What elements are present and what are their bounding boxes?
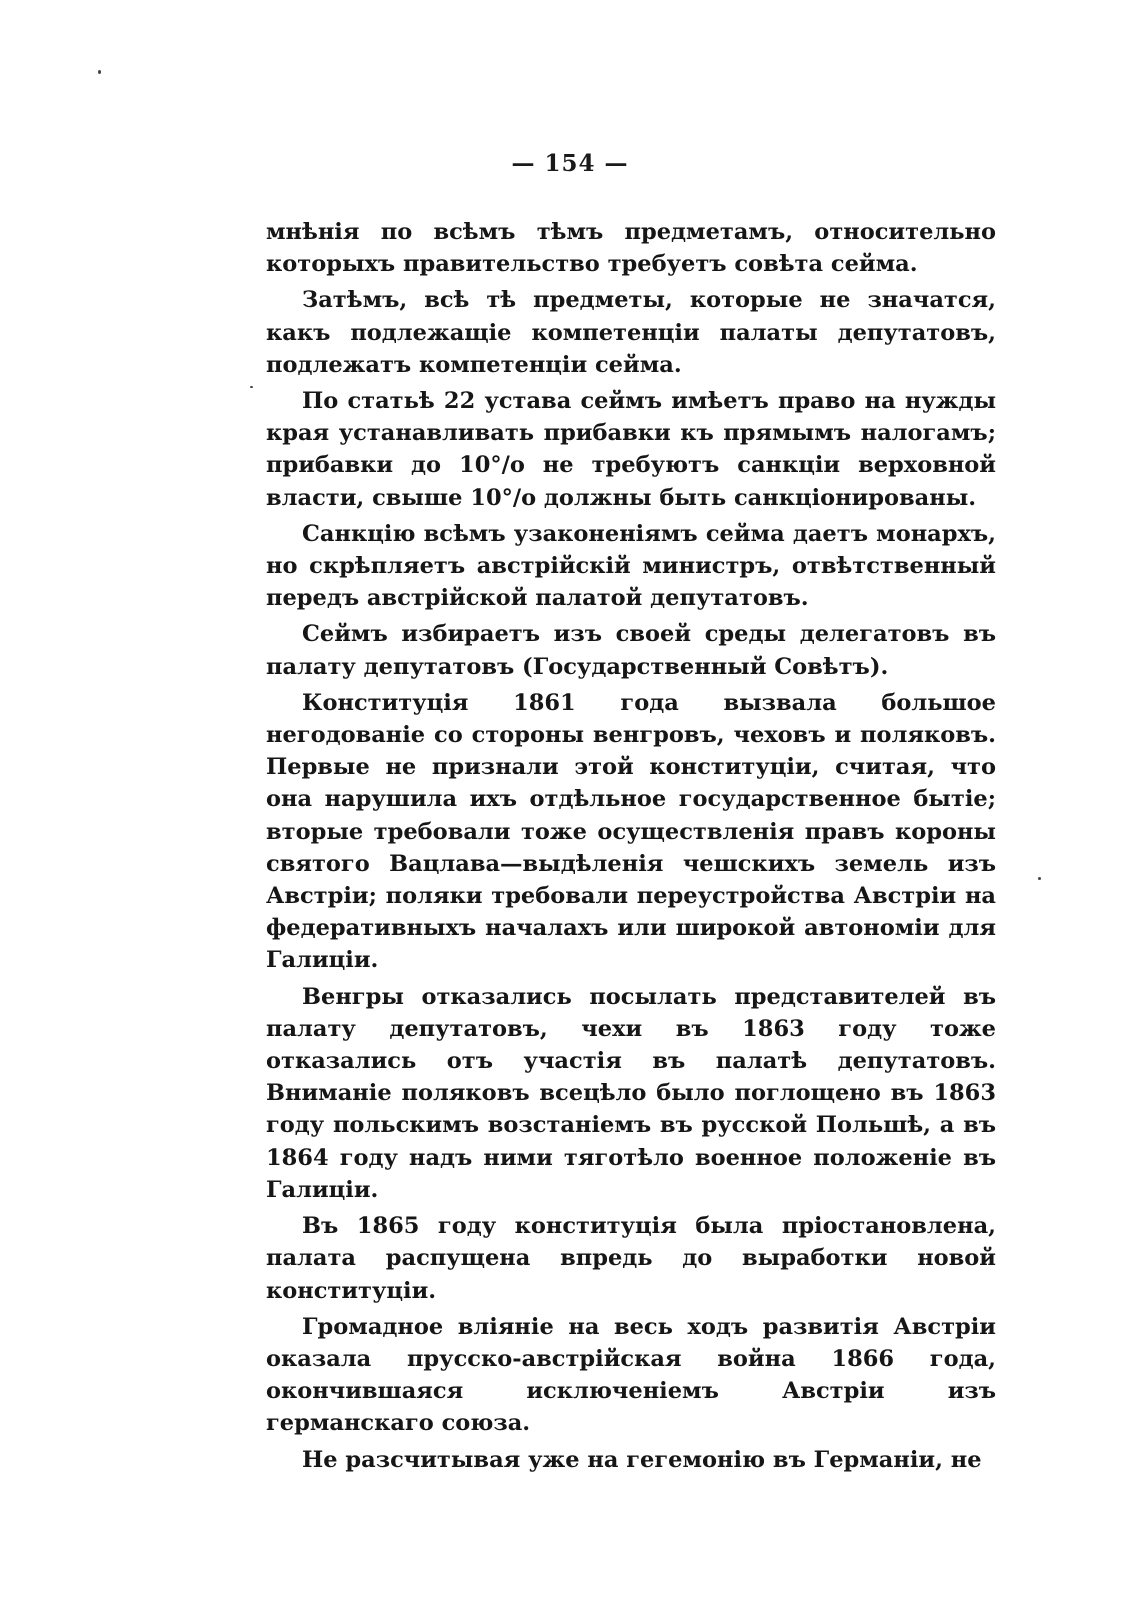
scan-speck xyxy=(1038,877,1041,880)
scan-speck xyxy=(250,386,253,388)
paragraph: Сеймъ избираетъ изъ своей среды делегатовъ въ палату депутатовъ (Государственный Совѣтъ). xyxy=(266,621,996,680)
body-text xyxy=(266,216,996,1480)
paragraph: Венгры отказались посылать представителей въ палату депутатовъ, чехи въ 1863 году тоже отказались отъ участія въ палатѣ депутатовъ. Вниманіе поляковъ всецѣло было поглощено въ 1863 году польскимъ возстаніемъ въ русской Польшѣ, а въ 1864 году надъ ними тяготѣло военное положеніе въ Галиціи. xyxy=(266,983,996,1203)
page-number: — 154 — xyxy=(511,150,629,177)
paragraph: мнѣнія по всѣмъ тѣмъ предметамъ, относительно которыхъ правительство требуетъ совѣта сейма. xyxy=(266,219,996,278)
paragraph: Конституція 1861 года вызвала большое негодованіе со стороны венгровъ, чеховъ и поляковъ. Первые не признали этой конституціи, считая, что она нарушила ихъ отдѣльное государственное бытіе; вторые требовали тоже осуществленія правъ короны святого Вацлава—выдѣленія чешскихъ земель изъ Австріи; поляки требовали переустройства Австріи на федеративныхъ началахъ или широкой автономіи для Галиціи. xyxy=(266,689,996,974)
paragraph: Санкцію всѣмъ узаконеніямъ сейма даетъ монархъ, но скрѣпляетъ австрійскій министръ, отвѣтственный передъ австрійской палатой депутатовъ. xyxy=(266,520,996,612)
scan-speck xyxy=(98,70,101,74)
paragraph: Громадное вліяніе на весь ходъ развитія Австріи оказала прусско-австрійская война 1866 года, окончившаяся исключеніемъ Австріи изъ германскаго союза. xyxy=(266,1313,996,1437)
paragraph: Въ 1865 году конституція была пріостановлена, палата распущена впредь до выработки новой конституціи. xyxy=(266,1213,996,1304)
paragraph: Не разсчитывая уже на гегемонію въ Германіи, не xyxy=(302,1446,982,1473)
paragraph: Затѣмъ, всѣ тѣ предметы, которые не значатся, какъ подлежащіе компетенціи палаты депутатовъ, подлежатъ компетенціи сейма. xyxy=(266,287,996,378)
paragraph: По статьѣ 22 устава сеймъ имѣетъ право на нужды края устанавливать прибавки къ прямымъ налогамъ; прибавки до 10°/о не требуютъ санкціи верховной власти, свыше 10°/о должны быть санкціонированы. xyxy=(266,388,996,511)
